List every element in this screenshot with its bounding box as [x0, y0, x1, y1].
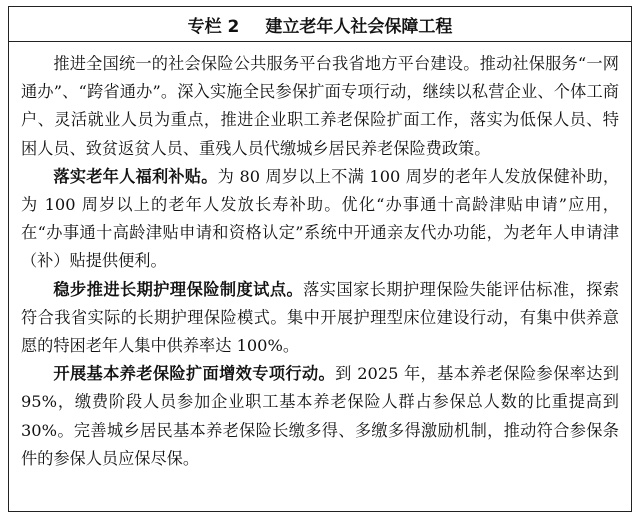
paragraph-3	[21, 276, 619, 361]
paragraph-1-text: 推进全国统一的社会保险公共服务平台我省地方平台建设。推动社保服务“一网通办”、“跨省通办”。深入实施全民参保扩面专项行动，继续以私营企业、个体工商户、灵活就业人员为重点，推进企业职工养老保险扩面工作，落实为低保人员、特困人员、致贫返贫人员、重残人员代缴城乡居民养老保险费政策。	[21, 54, 619, 158]
paragraph-2	[21, 163, 619, 276]
paragraph-3-lead: 稳步推进长期护理保险制度试点。	[53, 279, 304, 299]
box-label: 专栏 2	[187, 16, 240, 37]
paragraph-2-lead: 落实老年人福利补贴。	[53, 166, 218, 186]
paragraph-2-text: 为 80 周岁以上不满 100 周岁的老年人发放保健补助，为 100 周岁以上的老年人发放长寿补助。优化“办事通十高龄津贴申请”应用，在“办事通十高龄津贴申请和资格认定”系统中开通亲友代办功能，为老年人申请津（补）贴提供便利。	[21, 166, 620, 271]
paragraph-4	[21, 360, 619, 473]
box-title-bar	[9, 7, 631, 42]
paragraph-4-text: 到 2025 年，基本养老保险参保率达到 95%，缴费阶段人员参加企业职工基本养老保险人群占参保总人数的比重提高到 30%。完善城乡居民基本养老保险长缴多得、多缴多得激励机制，推动符合参保条件的参保人员应保尽保。	[21, 364, 620, 468]
box-title: 建立老年人社会保障工程	[265, 16, 453, 37]
paragraph-1	[21, 50, 619, 163]
column-box	[8, 6, 632, 512]
paragraph-3-text: 落实国家长期护理保险失能评估标准，探索符合我省实际的长期护理保险模式。集中开展护理型床位建设行动，有集中供养意愿的特困老年人集中供养率达 100%。	[21, 279, 620, 356]
paragraph-4-lead: 开展基本养老保险扩面增效专项行动。	[53, 364, 336, 384]
box-content	[9, 42, 631, 473]
